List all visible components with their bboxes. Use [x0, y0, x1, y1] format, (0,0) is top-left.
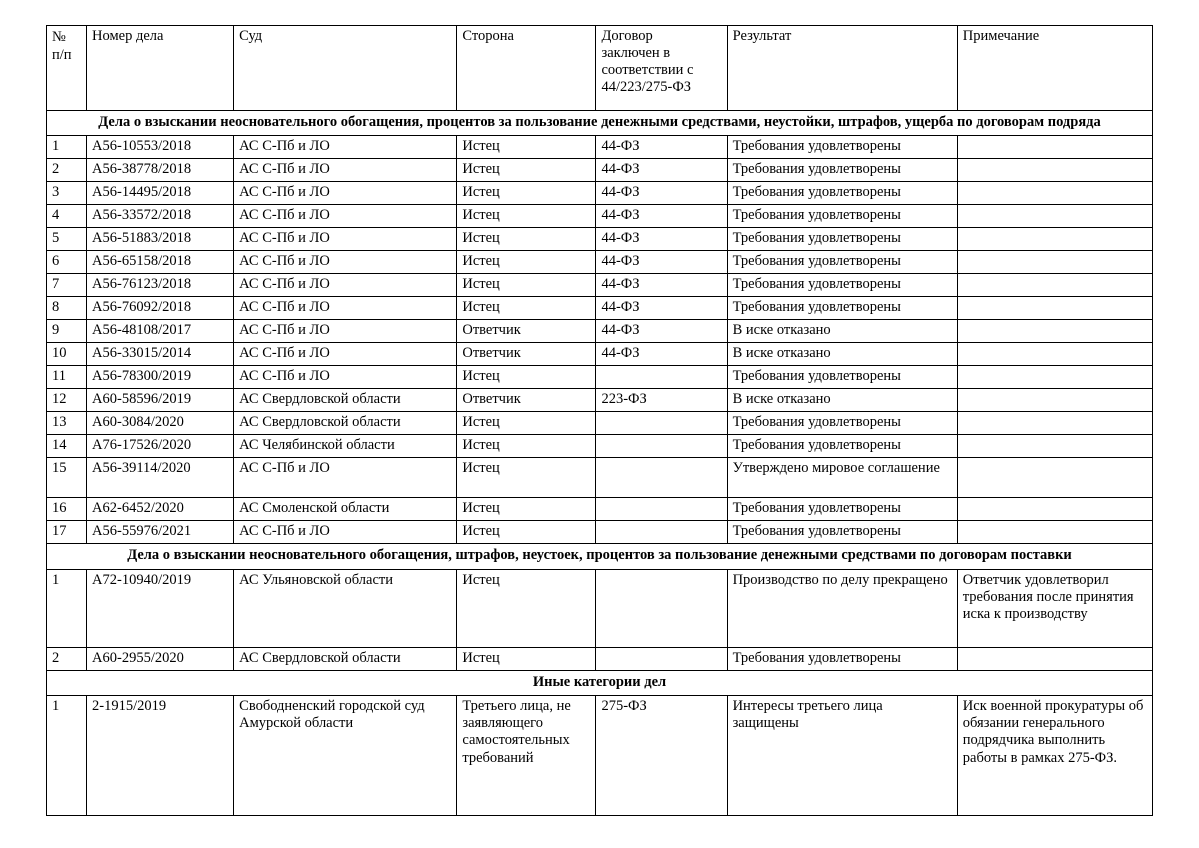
cell-side: Истец — [457, 498, 596, 521]
cell-side: Истец — [457, 274, 596, 297]
section-title-row — [47, 111, 1153, 136]
cell-law — [596, 521, 727, 544]
cell-number: 4 — [47, 205, 87, 228]
cell-law: 44-ФЗ — [596, 343, 727, 366]
cell-note — [957, 320, 1152, 343]
cell-number: 2 — [47, 159, 87, 182]
cell-side: Истец — [457, 159, 596, 182]
cell-result: Требования удовлетворены — [727, 297, 957, 320]
cell-side: Истец — [457, 458, 596, 498]
cell-side: Истец — [457, 569, 596, 647]
header-cell-note: Примечание — [957, 26, 1152, 111]
cell-result: Требования удовлетворены — [727, 498, 957, 521]
cell-result: Требования удовлетворены — [727, 521, 957, 544]
table-row — [47, 228, 1153, 251]
cell-result: Требования удовлетворены — [727, 251, 957, 274]
cell-side: Истец — [457, 228, 596, 251]
cell-number: 5 — [47, 228, 87, 251]
table-row — [47, 498, 1153, 521]
cell-side: Истец — [457, 521, 596, 544]
cell-result: Требования удовлетворены — [727, 274, 957, 297]
cell-number: 2 — [47, 647, 87, 670]
cell-court: АС С-Пб и ЛО — [234, 458, 457, 498]
table-row — [47, 320, 1153, 343]
cell-law: 223-ФЗ — [596, 389, 727, 412]
cell-note — [957, 647, 1152, 670]
cell-side: Истец — [457, 412, 596, 435]
header-law-line3: соответствии с — [601, 62, 694, 79]
cell-note — [957, 366, 1152, 389]
cell-result: В иске отказано — [727, 320, 957, 343]
cell-side: Истец — [457, 205, 596, 228]
cell-result: Утверждено мировое соглашение — [727, 458, 957, 498]
table-row — [47, 251, 1153, 274]
cell-law: 44-ФЗ — [596, 320, 727, 343]
cell-note — [957, 498, 1152, 521]
cell-result: Требования удовлетворены — [727, 647, 957, 670]
cell-court: АС С-Пб и ЛО — [234, 251, 457, 274]
table-row — [47, 647, 1153, 670]
cell-side: Истец — [457, 297, 596, 320]
cell-court: АС С-Пб и ЛО — [234, 136, 457, 159]
header-law-line1: Договор — [601, 28, 653, 44]
cell-law — [596, 569, 727, 647]
cell-case: А56-51883/2018 — [87, 228, 234, 251]
cell-court: АС Свердловской области — [234, 389, 457, 412]
header-cell-side: Сторона — [457, 26, 596, 111]
cell-number: 12 — [47, 389, 87, 412]
cell-case: А60-3084/2020 — [87, 412, 234, 435]
table-body — [47, 111, 1153, 816]
cell-number: 9 — [47, 320, 87, 343]
cell-case: А56-78300/2019 — [87, 366, 234, 389]
cell-case: А60-2955/2020 — [87, 647, 234, 670]
header-number-line2: п/п — [52, 47, 72, 64]
cell-court: АС С-Пб и ЛО — [234, 159, 457, 182]
cell-law: 44-ФЗ — [596, 205, 727, 228]
cell-side: Ответчик — [457, 389, 596, 412]
cell-law: 44-ФЗ — [596, 159, 727, 182]
cell-note — [957, 412, 1152, 435]
table-row — [47, 696, 1153, 816]
cell-case: А56-65158/2018 — [87, 251, 234, 274]
table-row — [47, 569, 1153, 647]
table-row — [47, 521, 1153, 544]
header-cell-number — [47, 26, 87, 111]
cell-court: АС С-Пб и ЛО — [234, 182, 457, 205]
cell-case: А56-38778/2018 — [87, 159, 234, 182]
cell-number: 13 — [47, 412, 87, 435]
cell-law — [596, 647, 727, 670]
cell-note — [957, 251, 1152, 274]
cell-number: 11 — [47, 366, 87, 389]
table-row — [47, 297, 1153, 320]
header-number-line1: № — [52, 29, 66, 45]
cell-law — [596, 412, 727, 435]
section-title: Дела о взыскании неосновательного обогащения, процентов за пользование денежными средствами, неустойки, штрафов, ущерба по договорам подряда — [47, 111, 1153, 136]
cell-side: Истец — [457, 136, 596, 159]
table-header — [47, 26, 1153, 111]
cell-result: Требования удовлетворены — [727, 159, 957, 182]
cell-case: А72-10940/2019 — [87, 569, 234, 647]
cell-side: Третьего лица, не заявляющего самостоятельных требований — [457, 696, 596, 816]
cell-note — [957, 297, 1152, 320]
cell-court: АС С-Пб и ЛО — [234, 320, 457, 343]
cell-note — [957, 136, 1152, 159]
cell-note — [957, 389, 1152, 412]
table-row — [47, 389, 1153, 412]
cell-side: Истец — [457, 647, 596, 670]
cell-case: А62-6452/2020 — [87, 498, 234, 521]
cell-law: 44-ФЗ — [596, 251, 727, 274]
cell-law: 44-ФЗ — [596, 182, 727, 205]
section-title: Иные категории дел — [47, 670, 1153, 695]
cell-court: АС С-Пб и ЛО — [234, 343, 457, 366]
table-row — [47, 412, 1153, 435]
cell-note — [957, 159, 1152, 182]
cell-law: 44-ФЗ — [596, 136, 727, 159]
cell-note — [957, 435, 1152, 458]
cell-court: АС С-Пб и ЛО — [234, 274, 457, 297]
section-title-row — [47, 544, 1153, 569]
table-row — [47, 458, 1153, 498]
cell-law — [596, 458, 727, 498]
cell-court: АС С-Пб и ЛО — [234, 205, 457, 228]
cell-court: АС С-Пб и ЛО — [234, 228, 457, 251]
cell-case: А56-76123/2018 — [87, 274, 234, 297]
header-cell-result: Результат — [727, 26, 957, 111]
cell-number: 1 — [47, 696, 87, 816]
header-cell-case-number: Номер дела — [87, 26, 234, 111]
table-row — [47, 205, 1153, 228]
cell-side: Истец — [457, 182, 596, 205]
cell-note: Иск военной прокуратуры об обязании генерального подрядчика выполнить работы в рамках 275-ФЗ. — [957, 696, 1152, 816]
cell-note — [957, 521, 1152, 544]
cell-number: 3 — [47, 182, 87, 205]
cell-note — [957, 458, 1152, 498]
cell-result: Требования удовлетворены — [727, 205, 957, 228]
cell-court: АС Челябинской области — [234, 435, 457, 458]
cell-side: Истец — [457, 366, 596, 389]
section-title: Дела о взыскании неосновательного обогащения, штрафов, неустоек, процентов за пользование денежными средствами по договорам поставки — [47, 544, 1153, 569]
cell-law: 44-ФЗ — [596, 274, 727, 297]
table-row — [47, 159, 1153, 182]
cell-case: А56-33015/2014 — [87, 343, 234, 366]
cell-side: Истец — [457, 435, 596, 458]
cell-number: 6 — [47, 251, 87, 274]
cell-case: А56-10553/2018 — [87, 136, 234, 159]
cell-result: Интересы третьего лица защищены — [727, 696, 957, 816]
cell-result: Требования удовлетворены — [727, 136, 957, 159]
cell-case: А60-58596/2019 — [87, 389, 234, 412]
cell-law: 44-ФЗ — [596, 228, 727, 251]
table-row — [47, 435, 1153, 458]
cell-number: 1 — [47, 136, 87, 159]
cell-result: Требования удовлетворены — [727, 366, 957, 389]
cell-case: 2-1915/2019 — [87, 696, 234, 816]
table-row — [47, 343, 1153, 366]
cell-number: 16 — [47, 498, 87, 521]
cell-number: 1 — [47, 569, 87, 647]
cell-case: А56-76092/2018 — [87, 297, 234, 320]
table-row — [47, 182, 1153, 205]
cell-law — [596, 366, 727, 389]
cell-note — [957, 205, 1152, 228]
cell-note: Ответчик удовлетворил требования после принятия иска к производству — [957, 569, 1152, 647]
cell-case: А56-55976/2021 — [87, 521, 234, 544]
cell-court: АС Смоленской области — [234, 498, 457, 521]
cell-court: АС Свердловской области — [234, 412, 457, 435]
cell-side: Ответчик — [457, 343, 596, 366]
cell-court: Свободненский городской суд Амурской области — [234, 696, 457, 816]
cell-law — [596, 498, 727, 521]
cell-court: АС С-Пб и ЛО — [234, 521, 457, 544]
header-law-line2: заключен в — [601, 45, 671, 62]
cell-number: 15 — [47, 458, 87, 498]
cell-side: Ответчик — [457, 320, 596, 343]
cell-case: А76-17526/2020 — [87, 435, 234, 458]
cell-side: Истец — [457, 251, 596, 274]
cell-number: 7 — [47, 274, 87, 297]
cell-result: Требования удовлетворены — [727, 435, 957, 458]
cell-law — [596, 435, 727, 458]
cell-court: АС Ульяновской области — [234, 569, 457, 647]
cell-note — [957, 182, 1152, 205]
cell-case: А56-33572/2018 — [87, 205, 234, 228]
court-cases-table — [46, 25, 1153, 816]
cell-number: 10 — [47, 343, 87, 366]
cell-result: Производство по делу прекращено — [727, 569, 957, 647]
table-row — [47, 366, 1153, 389]
cell-law: 275-ФЗ — [596, 696, 727, 816]
cell-result: В иске отказано — [727, 343, 957, 366]
header-cell-contract-law — [596, 26, 727, 111]
table-row — [47, 136, 1153, 159]
table-row — [47, 274, 1153, 297]
cell-result: Требования удовлетворены — [727, 182, 957, 205]
cell-case: А56-48108/2017 — [87, 320, 234, 343]
cell-number: 8 — [47, 297, 87, 320]
cell-result: Требования удовлетворены — [727, 228, 957, 251]
cell-court: АС С-Пб и ЛО — [234, 366, 457, 389]
cell-case: А56-39114/2020 — [87, 458, 234, 498]
header-law-line4: 44/223/275-ФЗ — [601, 79, 692, 96]
cell-case: А56-14495/2018 — [87, 182, 234, 205]
cell-note — [957, 274, 1152, 297]
cell-court: АС Свердловской области — [234, 647, 457, 670]
cell-number: 17 — [47, 521, 87, 544]
cell-law: 44-ФЗ — [596, 297, 727, 320]
cell-court: АС С-Пб и ЛО — [234, 297, 457, 320]
header-cell-court: Суд — [234, 26, 457, 111]
cell-note — [957, 228, 1152, 251]
section-title-row — [47, 670, 1153, 695]
cell-result: В иске отказано — [727, 389, 957, 412]
header-row — [47, 26, 1153, 111]
cell-number: 14 — [47, 435, 87, 458]
cell-result: Требования удовлетворены — [727, 412, 957, 435]
cell-note — [957, 343, 1152, 366]
